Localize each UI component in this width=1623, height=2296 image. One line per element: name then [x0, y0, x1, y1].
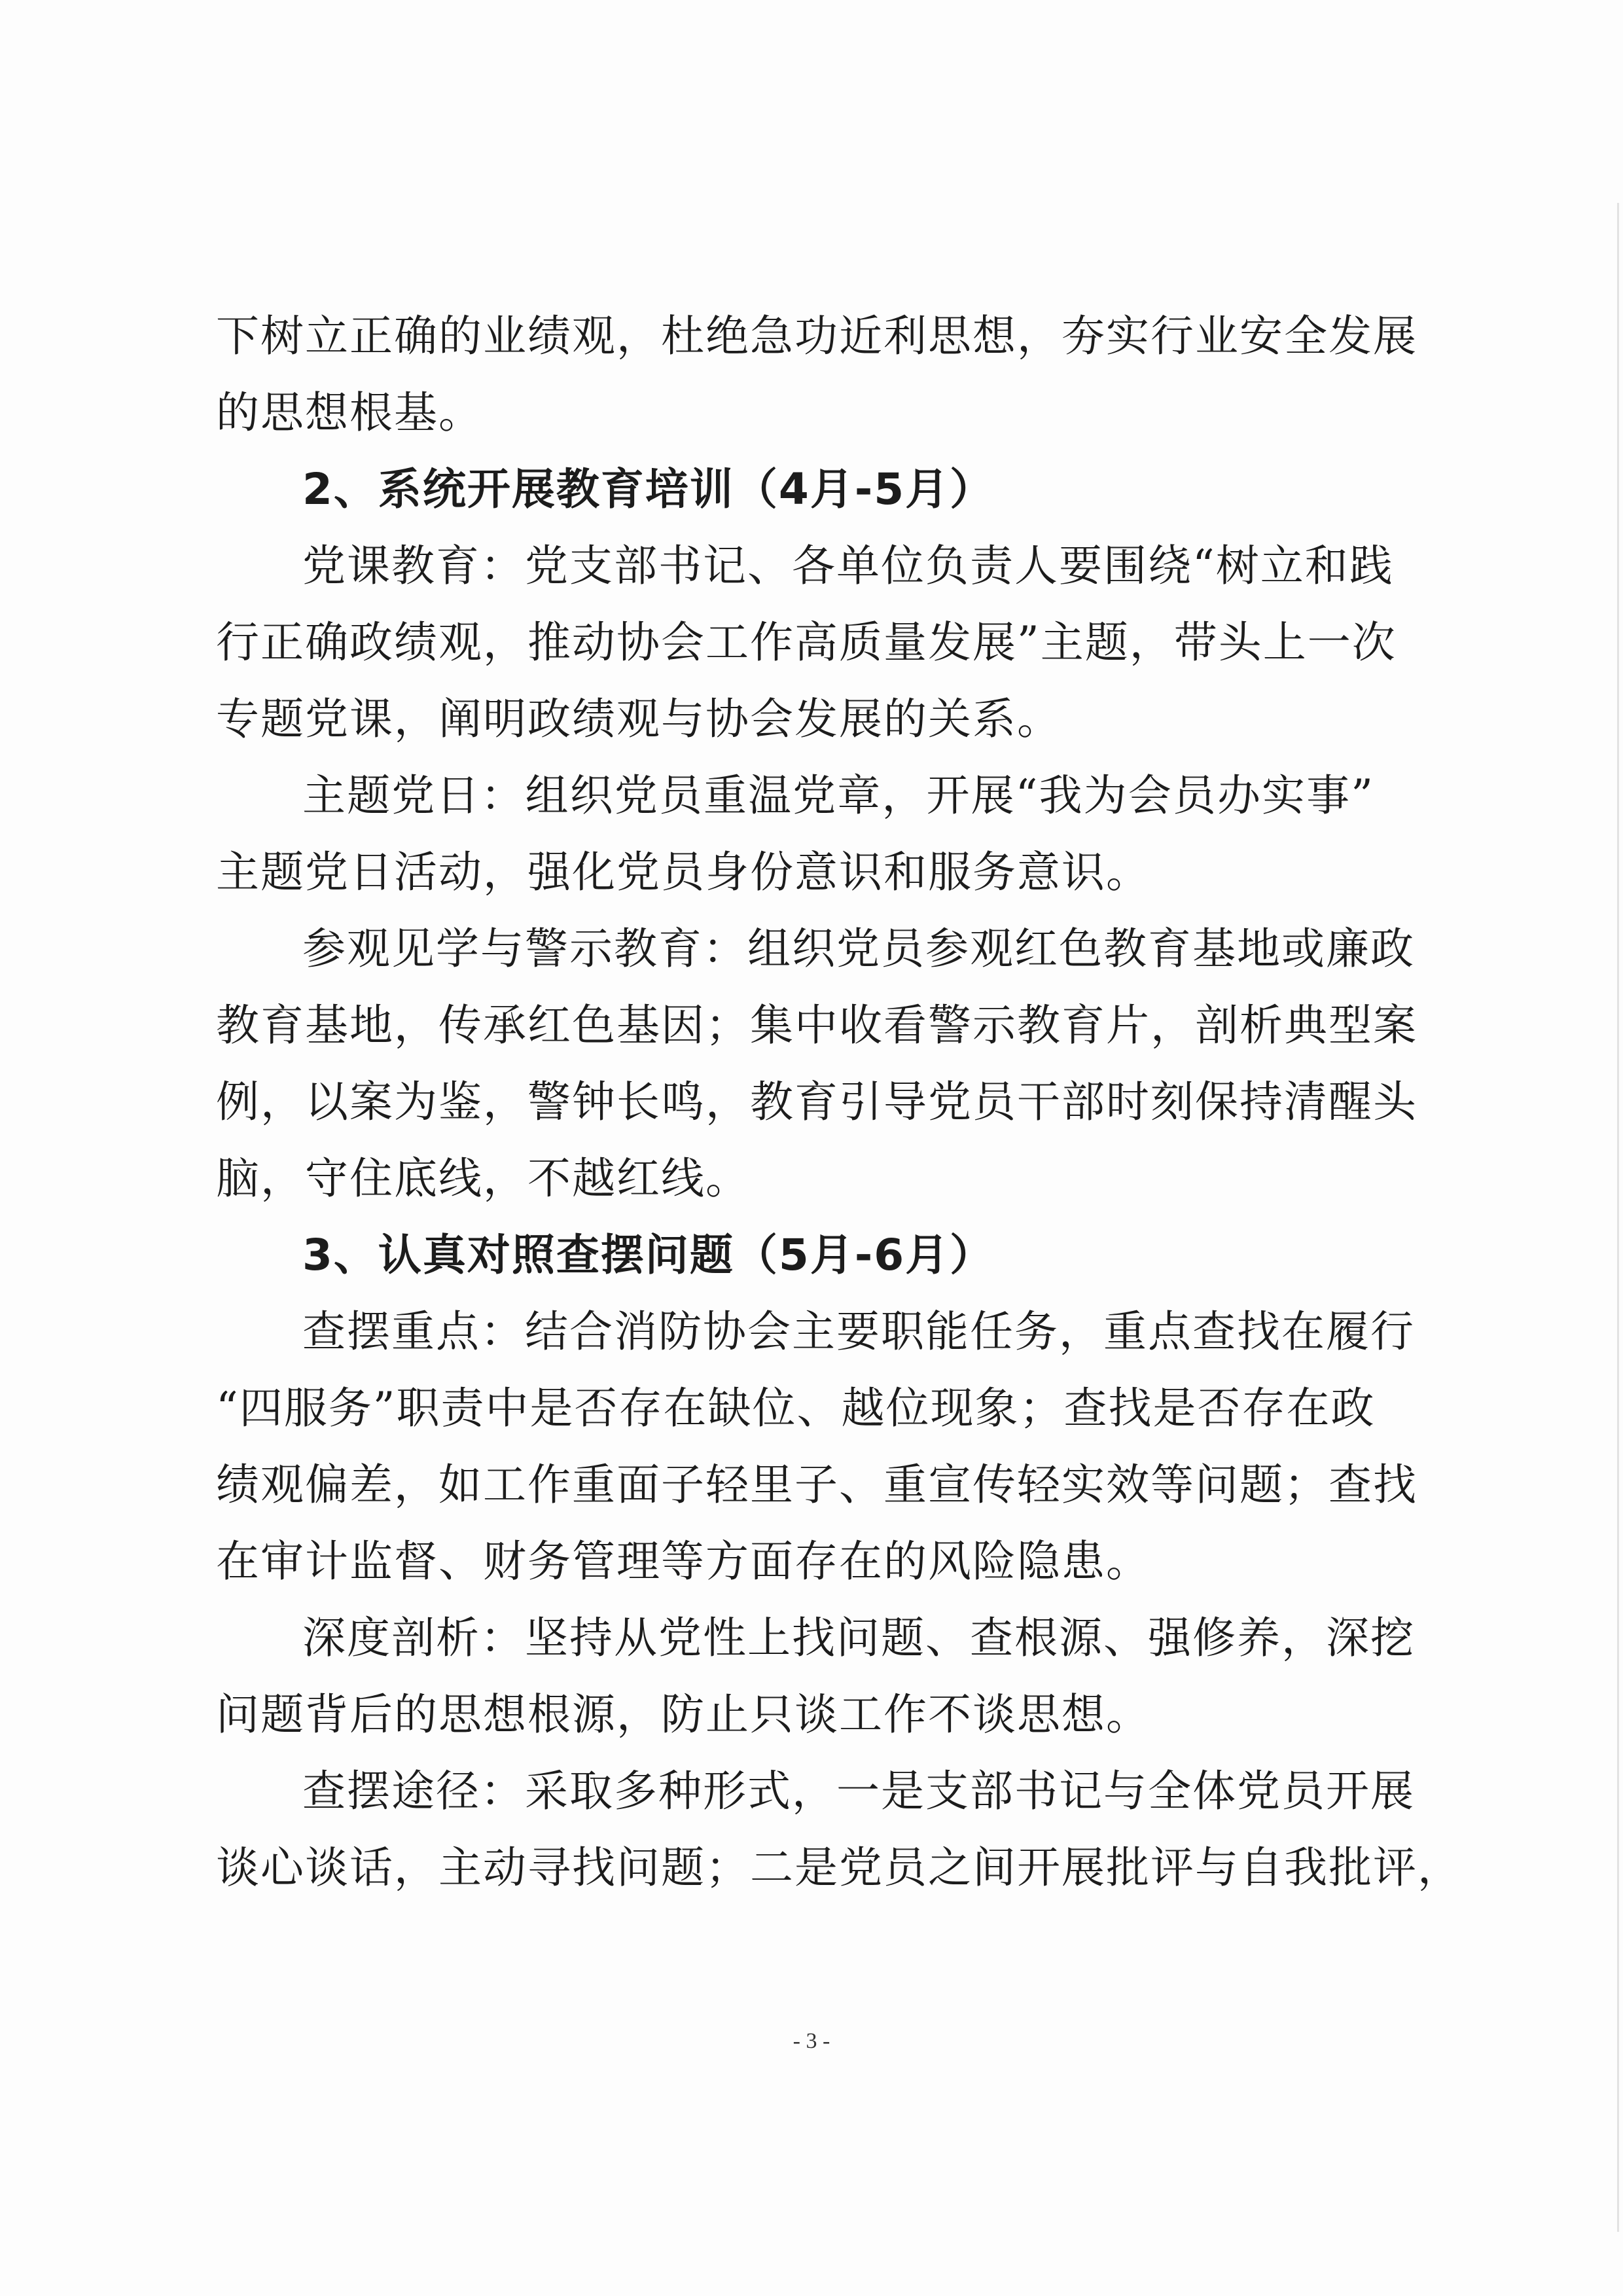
text-line: 在审计监督、财务管理等方面存在的风险隐患。 — [216, 1536, 1150, 1587]
text-line: 脑，守住底线，不越红线。 — [216, 1153, 750, 1204]
paragraph-first-line: 参观见学与警示教育：组织党员参观红色教育基地或廉政 — [302, 924, 1415, 974]
section-heading: 2、系统开展教育培训（4月-5月） — [302, 464, 995, 514]
paragraph-first-line: 党课教育：党支部书记、各单位负责人要围绕“树立和践 — [302, 541, 1394, 591]
paragraph-first-line: 主题党日：组织党员重温党章，开展“我为会员办实事” — [302, 770, 1374, 821]
section-heading: 3、认真对照查摆问题（5月-6月） — [302, 1230, 995, 1280]
text-line: 例，以案为鉴，警钟长鸣，教育引导党员干部时刻保持清醒头 — [216, 1077, 1418, 1127]
text-line: 教育基地，传承红色基因；集中收看警示教育片，剖析典型案 — [216, 1000, 1418, 1050]
page-number: - 3 - — [793, 2029, 830, 2053]
text-line: 专题党课，阐明政绩观与协会发展的关系。 — [216, 694, 1061, 744]
text-line: 绩观偏差，如工作重面子轻里子、重宣传轻实效等问题；查找 — [216, 1460, 1418, 1510]
text-line: 主题党日活动，强化党员身份意识和服务意识。 — [216, 847, 1150, 897]
body-text — [216, 298, 1462, 1906]
text-line: 行正确政绩观，推动协会工作高质量发展”主题，带头上一次 — [216, 617, 1397, 668]
paragraph-first-line: 查摆重点：结合消防协会主要职能任务，重点查找在履行 — [302, 1306, 1415, 1357]
paragraph-first-line: 查摆途径：采取多种形式，一是支部书记与全体党员开展 — [302, 1766, 1415, 1816]
paragraph-first-line: 深度剖析：坚持从党性上找问题、查根源、强修养，深挖 — [302, 1613, 1415, 1663]
text-line: 谈心谈话，主动寻找问题；二是党员之间开展批评与自我批评， — [216, 1842, 1462, 1893]
text-line: “四服务”职责中是否存在缺位、越位现象；查找是否存在政 — [216, 1383, 1376, 1433]
text-line: 的思想根基。 — [216, 387, 483, 438]
scan-edge-shadow — [1617, 203, 1619, 2232]
text-line: 下树立正确的业绩观，杜绝急功近利思想，夯实行业安全发展 — [216, 311, 1418, 361]
text-line: 问题背后的思想根源，防止只谈工作不谈思想。 — [216, 1689, 1150, 1740]
